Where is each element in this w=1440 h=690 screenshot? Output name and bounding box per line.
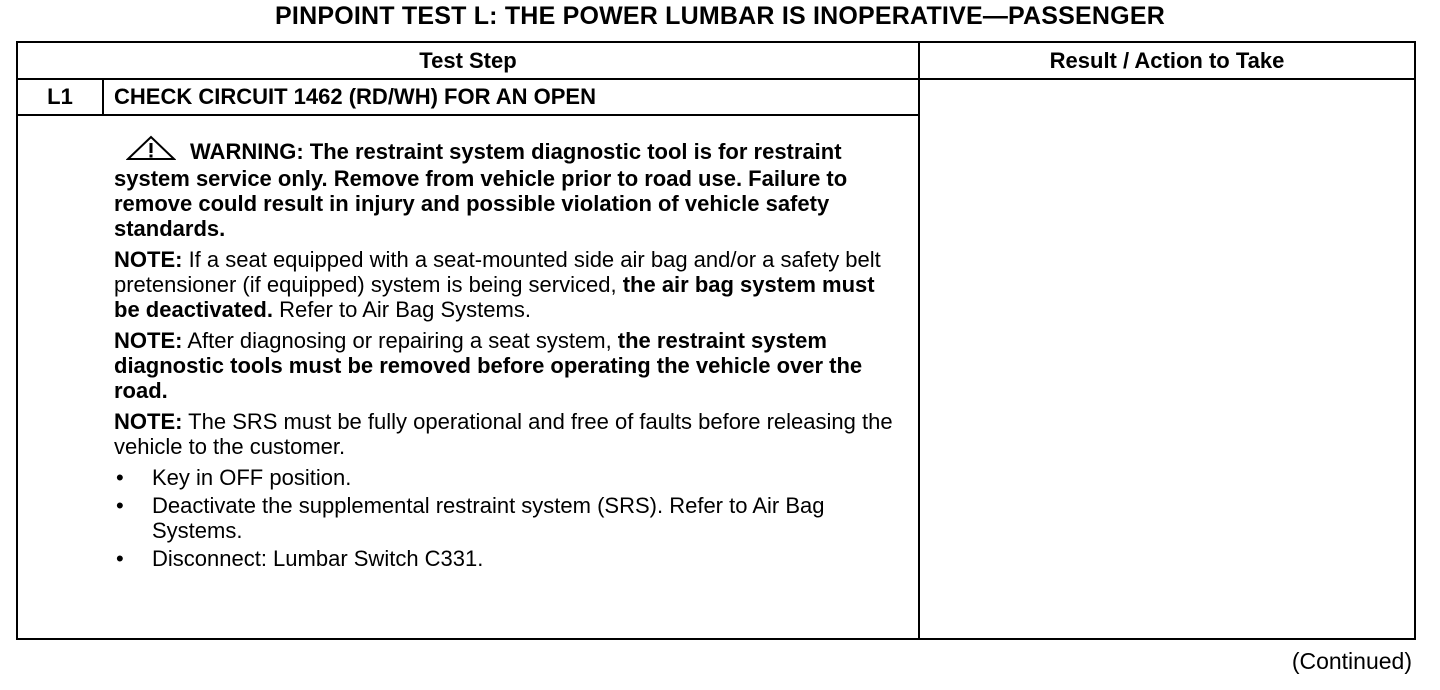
header-test-step: Test Step [419,48,517,73]
continued-label: (Continued) [1291,648,1412,674]
warning-paragraph [114,135,904,241]
list-item [114,546,904,571]
note-text: After diagnosing or repairing a seat system, [182,328,618,353]
page-title: PINPOINT TEST L: THE POWER LUMBAR IS INOPERATIVE—PASSENGER [275,2,1165,30]
list-item [114,465,904,490]
list-item-text: Disconnect: Lumbar Switch C331. [152,546,484,571]
bullet-icon: • [116,493,124,518]
header-result-action: Result / Action to Take [1049,48,1285,73]
note-label: NOTE: [114,409,183,434]
step-content [114,135,904,574]
note-diagnostic-tools [114,328,904,403]
list-item-text: Deactivate the supplemental restraint system (SRS). Refer to Air Bag Systems. [152,493,825,543]
note-text: If a seat equipped with a seat-mounted side air bag and/or a safety belt pretensioner (if equipped) system is being serviced, [114,247,881,297]
note-srs [114,409,904,459]
list-item [114,493,904,543]
step-id-divider [102,78,104,116]
note-label: NOTE: [114,247,183,272]
step-id: L1 [47,84,73,109]
step-title-divider [18,114,918,116]
note-airbag [114,247,904,322]
bullet-icon: • [116,465,124,490]
column-divider [918,43,920,638]
list-item-text: Key in OFF position. [152,465,352,490]
bullet-icon: • [116,546,124,571]
step-title: CHECK CIRCUIT 1462 (RD/WH) FOR AN OPEN [114,84,596,109]
pinpoint-test-table [16,41,1416,640]
action-list [114,465,904,571]
note-emphasis: the restraint system diagnostic tools must be removed before operating the vehicle over the road. [114,328,863,403]
note-emphasis: the air bag system must be deactivated. [114,272,875,322]
note-text: The SRS must be fully operational and free of faults before releasing the vehicle to the customer. [114,409,893,459]
warning-triangle-icon [126,135,176,166]
note-label: NOTE: [114,328,183,353]
warning-text: WARNING: The restraint system diagnostic tool is for restraint system service only. Remove from vehicle prior to road use. Failure to remove could result in injury and possible violation of vehicle safety standards. [114,139,848,241]
note-text: Refer to Air Bag Systems. [272,297,531,322]
